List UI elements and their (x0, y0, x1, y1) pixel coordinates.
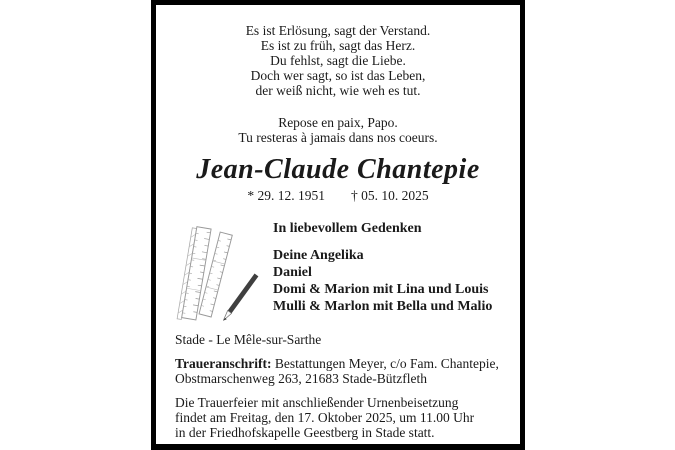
address-line: Obstmarschenweg 263, 21683 Stade-Bützfleth (175, 371, 427, 386)
poem-line: Es ist zu früh, sagt das Herz. (260, 38, 416, 53)
poem (156, 23, 520, 98)
places-line: Stade - Le Mêle-sur-Sarthe (175, 332, 322, 347)
death-date: † 05. 10. 2025 (351, 188, 429, 203)
service-line: Die Trauerfeier mit anschließender Urnenbeisetzung (175, 395, 459, 410)
poem-line: Es ist Erlösung, sagt der Verstand. (245, 23, 431, 38)
address-line: Bestattungen Meyer, c/o Fam. Chantepie, (274, 356, 499, 371)
deceased-name: Jean-Claude Chantepie (196, 154, 480, 185)
farewell-text (156, 115, 520, 145)
footer-details (156, 332, 520, 440)
mourners-list (273, 247, 520, 315)
mourner-line: Deine Angelika (273, 248, 364, 263)
address-label: Traueranschrift: (175, 356, 272, 371)
poem-line: Du fehlst, sagt die Liebe. (270, 53, 406, 68)
poem-line: der weiß nicht, wie weh es tut. (255, 83, 421, 98)
rulers-and-pencil-icon (172, 219, 268, 325)
birth-date: * 29. 12. 1951 (247, 188, 325, 203)
pencil-icon (223, 273, 258, 320)
service-info (175, 395, 506, 440)
obituary-notice-card (151, 0, 525, 450)
farewell-line: Tu resteras à jamais dans nos coeurs. (238, 130, 438, 145)
memorial-text (273, 221, 520, 315)
mourning-address (175, 356, 506, 386)
mourner-line: Mulli & Marlon mit Bella und Malio (273, 299, 493, 314)
service-line: findet am Freitag, den 17. Oktober 2025, um 11.00 Uhr (175, 410, 475, 425)
memorial-section (156, 221, 520, 325)
poem-line: Doch wer sagt, so ist das Leben, (250, 68, 426, 83)
mourner-line: Domi & Marion mit Lina und Louis (273, 282, 489, 297)
life-dates (156, 188, 520, 203)
farewell-line: Repose en paix, Papo. (278, 115, 398, 130)
mourner-line: Daniel (273, 265, 312, 280)
memorial-heading: In liebevollem Gedenken (273, 221, 422, 236)
service-line: in der Friedhofskapelle Geestberg in Stade statt. (175, 425, 435, 440)
